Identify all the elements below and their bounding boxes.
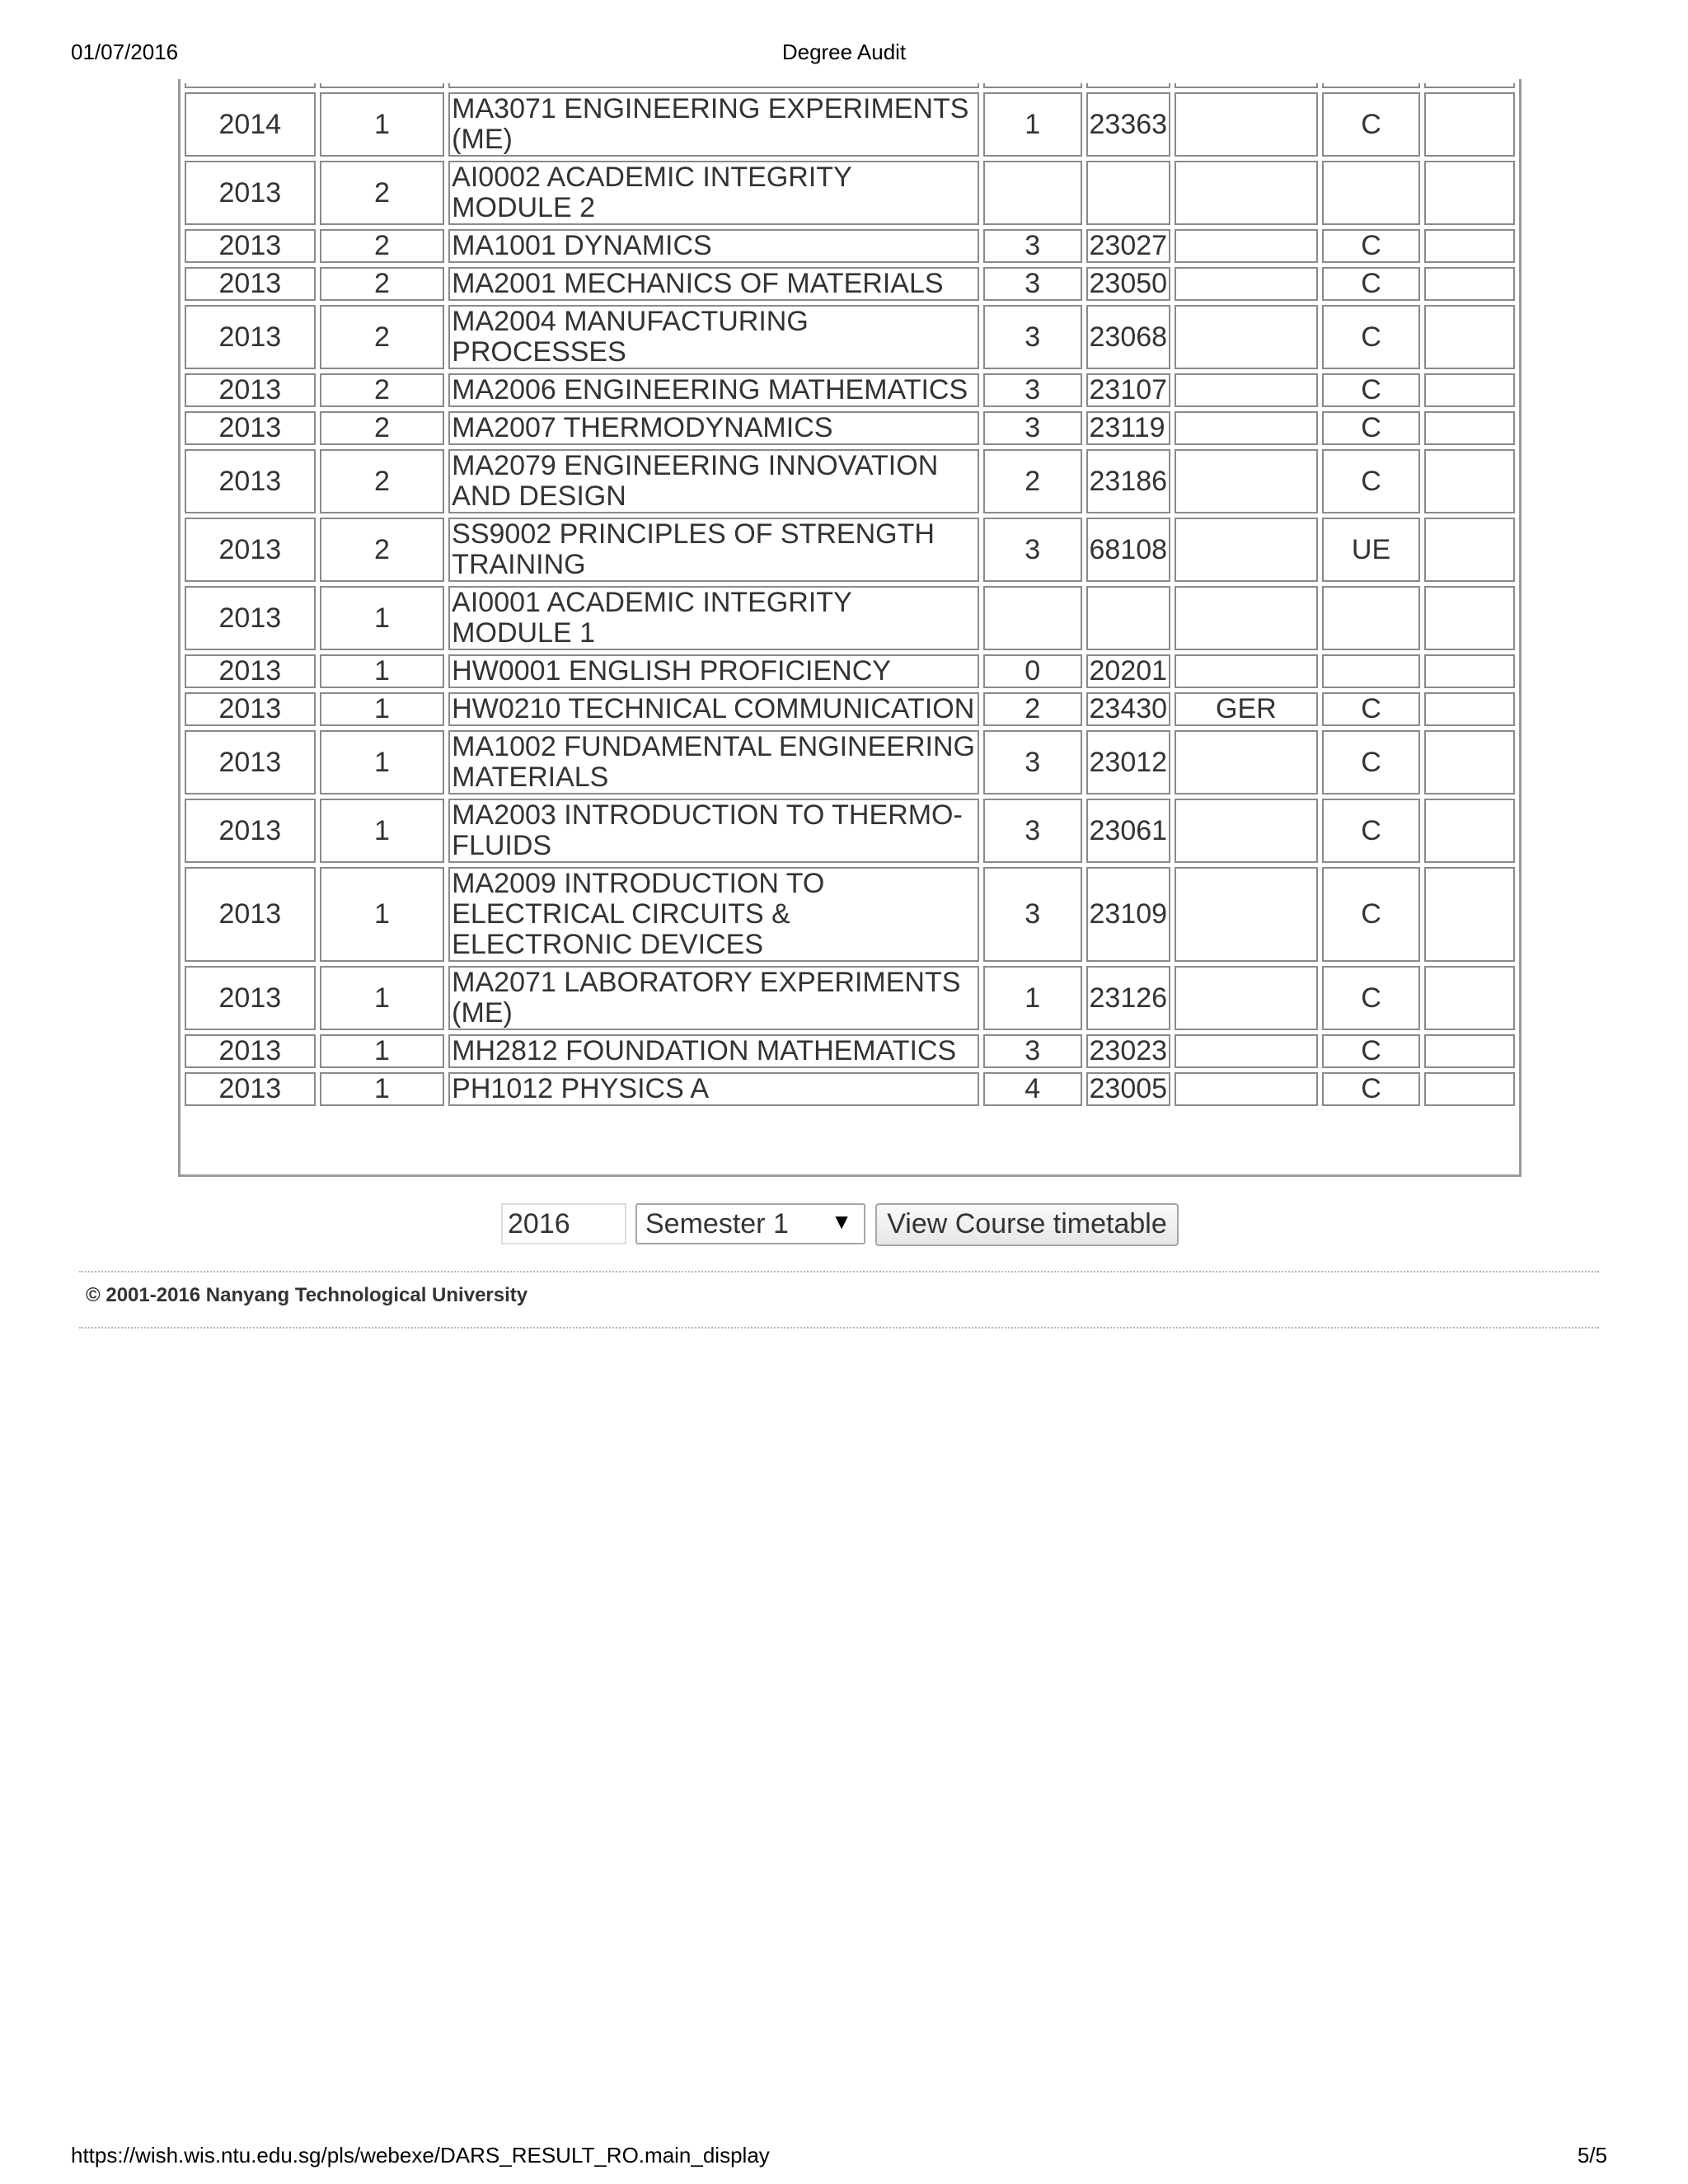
au-cell: 2 [983,449,1082,513]
semester-cell: 1 [320,92,444,157]
year-cell: 2013 [185,799,316,863]
table-row [185,867,1515,962]
table-row [185,799,1515,863]
course-name-cell: AI0001 ACADEMIC INTEGRITY MODULE 1 [448,586,979,650]
extra-cell [1424,1072,1515,1106]
type-cell [1175,518,1318,582]
semester-cell: 1 [320,692,444,726]
grade-cell: C [1322,449,1421,513]
course-name-cell: MA1002 FUNDAMENTAL ENGINEERING MATERIALS [448,730,979,794]
semester-cell: 2 [320,449,444,513]
table-row [185,267,1515,301]
au-cell: 2 [983,692,1082,726]
index-cell: 23012 [1086,730,1171,794]
semester-cell: 2 [320,411,444,445]
course-name-cell: MA1001 DYNAMICS [448,229,979,263]
extra-cell [1424,730,1515,794]
extra-cell [1424,305,1515,369]
index-cell: 23430 [1086,692,1171,726]
semester-cell: 1 [320,730,444,794]
extra-cell [1424,1034,1515,1068]
au-cell: 4 [983,1072,1082,1106]
course-table-body [185,83,1515,1106]
table-row [185,161,1515,225]
type-cell [1175,305,1318,369]
type-cell [1175,730,1318,794]
grade-cell: C [1322,1034,1421,1068]
type-cell [1175,373,1318,407]
grade-cell: C [1322,305,1421,369]
type-cell [1175,411,1318,445]
dropdown-arrow-icon: ▼ [831,1209,852,1234]
au-cell: 3 [983,411,1082,445]
semester-cell: 1 [320,799,444,863]
semester-cell: 2 [320,229,444,263]
course-name-cell: MA2009 INTRODUCTION TO ELECTRICAL CIRCUITS & ELECTRONIC DEVICES [448,867,979,962]
semester-cell: 2 [320,267,444,301]
semester-cell: 1 [320,1072,444,1106]
grade-cell: C [1322,411,1421,445]
course-name-cell: MA3071 ENGINEERING EXPERIMENTS (ME) [448,92,979,157]
index-cell: 23050 [1086,267,1171,301]
au-cell: 3 [983,730,1082,794]
extra-cell [1424,229,1515,263]
table-row [185,586,1515,650]
year-cell: 2013 [185,161,316,225]
type-cell [1175,92,1318,157]
print-page-number: 5/5 [1577,2143,1607,2168]
print-url: https://wish.wis.ntu.edu.sg/pls/webexe/DARS_RESULT_RO.main_display [71,2143,770,2168]
course-name-cell: MA2004 MANUFACTURING PROCESSES [448,305,979,369]
index-cell: 23107 [1086,373,1171,407]
year-input[interactable] [501,1203,626,1244]
grade-cell [1322,654,1421,688]
print-page-title: Degree Audit [781,40,907,64]
table-row [185,92,1515,157]
type-cell [1175,586,1318,650]
course-name-cell: MA2079 ENGINEERING INNOVATION AND DESIGN [448,449,979,513]
extra-cell [1424,449,1515,513]
grade-cell: C [1322,692,1421,726]
extra-cell [1424,799,1515,863]
course-name-cell: HW0210 TECHNICAL COMMUNICATION [448,692,979,726]
grade-cell: C [1322,799,1421,863]
index-cell: 23363 [1086,92,1171,157]
table-row [185,411,1515,445]
grade-cell: C [1322,966,1421,1030]
table-row [185,966,1515,1030]
type-cell [1175,799,1318,863]
year-cell: 2013 [185,449,316,513]
au-cell: 3 [983,518,1082,582]
extra-cell [1424,966,1515,1030]
course-name-cell: AI0002 ACADEMIC INTEGRITY MODULE 2 [448,161,979,225]
year-cell: 2013 [185,692,316,726]
semester-cell: 2 [320,305,444,369]
type-cell [1175,1034,1318,1068]
au-cell: 3 [983,267,1082,301]
type-cell [1175,229,1318,263]
au-cell: 3 [983,867,1082,962]
year-cell: 2013 [185,586,316,650]
year-cell: 2013 [185,966,316,1030]
year-cell: 2013 [185,1072,316,1106]
table-row [185,518,1515,582]
semester-cell: 1 [320,1034,444,1068]
index-cell [1086,161,1171,225]
table-row [185,654,1515,688]
extra-cell [1424,267,1515,301]
view-course-timetable-button[interactable]: View Course timetable [875,1203,1179,1246]
type-cell [1175,1072,1318,1106]
type-cell [1175,161,1318,225]
grade-cell: C [1322,373,1421,407]
course-name-cell: MA2006 ENGINEERING MATHEMATICS [448,373,979,407]
course-table [181,79,1519,1110]
course-name-cell: MA2003 INTRODUCTION TO THERMO-FLUIDS [448,799,979,863]
table-row [185,229,1515,263]
course-table-container [178,79,1522,1177]
index-cell: 23119 [1086,411,1171,445]
semester-select-value: Semester 1 [645,1208,789,1240]
index-cell: 23027 [1086,229,1171,263]
grade-cell [1322,586,1421,650]
semester-cell: 2 [320,161,444,225]
course-name-cell: MA2007 THERMODYNAMICS [448,411,979,445]
grade-cell: C [1322,92,1421,157]
au-cell: 3 [983,229,1082,263]
year-cell: 2013 [185,1034,316,1068]
semester-cell: 1 [320,966,444,1030]
au-cell: 3 [983,305,1082,369]
au-cell: 1 [983,966,1082,1030]
course-name-cell: SS9002 PRINCIPLES OF STRENGTH TRAINING [448,518,979,582]
table-row [185,1072,1515,1106]
au-cell [983,161,1082,225]
index-cell: 23005 [1086,1072,1171,1106]
year-cell: 2014 [185,92,316,157]
extra-cell [1424,867,1515,962]
course-name-cell: HW0001 ENGLISH PROFICIENCY [448,654,979,688]
extra-cell [1424,654,1515,688]
year-cell: 2013 [185,654,316,688]
course-name-cell: MA2071 LABORATORY EXPERIMENTS (ME) [448,966,979,1030]
semester-cell: 1 [320,586,444,650]
type-cell [1175,654,1318,688]
table-row [185,373,1515,407]
grade-cell: C [1322,1072,1421,1106]
grade-cell: UE [1322,518,1421,582]
year-cell: 2013 [185,518,316,582]
au-cell: 3 [983,373,1082,407]
table-row [185,730,1515,794]
print-date: 01/07/2016 [71,40,179,64]
course-name-cell: PH1012 PHYSICS A [448,1072,979,1106]
index-cell: 23109 [1086,867,1171,962]
index-cell: 23061 [1086,799,1171,863]
grade-cell [1322,161,1421,225]
year-cell: 2013 [185,305,316,369]
au-cell: 0 [983,654,1082,688]
au-cell: 1 [983,92,1082,157]
extra-cell [1424,692,1515,726]
grade-cell: C [1322,229,1421,263]
extra-cell [1424,92,1515,157]
extra-cell [1424,373,1515,407]
index-cell: 23068 [1086,305,1171,369]
divider-top [79,1271,1599,1272]
table-row [185,449,1515,513]
semester-cell: 1 [320,654,444,688]
grade-cell: C [1322,267,1421,301]
divider-bottom [79,1327,1599,1329]
table-row [185,1034,1515,1068]
course-name-cell: MA2001 MECHANICS OF MATERIALS [448,267,979,301]
grade-cell: C [1322,730,1421,794]
grade-cell: C [1322,867,1421,962]
type-cell [1175,966,1318,1030]
au-cell: 3 [983,1034,1082,1068]
type-cell [1175,867,1318,962]
year-cell: 2013 [185,229,316,263]
semester-cell: 2 [320,518,444,582]
extra-cell [1424,518,1515,582]
index-cell: 68108 [1086,518,1171,582]
course-name-cell: MH2812 FOUNDATION MATHEMATICS [448,1034,979,1068]
year-cell: 2013 [185,267,316,301]
print-footer [71,2143,1607,2172]
semester-cell: 1 [320,867,444,962]
table-row [185,305,1515,369]
year-cell: 2013 [185,730,316,794]
year-cell: 2013 [185,867,316,962]
semester-cell: 2 [320,373,444,407]
extra-cell [1424,411,1515,445]
table-row [185,692,1515,726]
year-cell: 2013 [185,373,316,407]
type-cell [1175,267,1318,301]
semester-select[interactable] [635,1203,865,1244]
type-cell [1175,449,1318,513]
au-cell: 3 [983,799,1082,863]
copyright-text: © 2001-2016 Nanyang Technological University [86,1284,528,1306]
extra-cell [1424,586,1515,650]
print-header [71,40,1617,69]
index-cell: 23023 [1086,1034,1171,1068]
au-cell [983,586,1082,650]
table-row-cut-off [185,83,1515,88]
index-cell: 23126 [1086,966,1171,1030]
index-cell [1086,586,1171,650]
index-cell: 20201 [1086,654,1171,688]
index-cell: 23186 [1086,449,1171,513]
extra-cell [1424,161,1515,225]
type-cell: GER [1175,692,1318,726]
year-cell: 2013 [185,411,316,445]
